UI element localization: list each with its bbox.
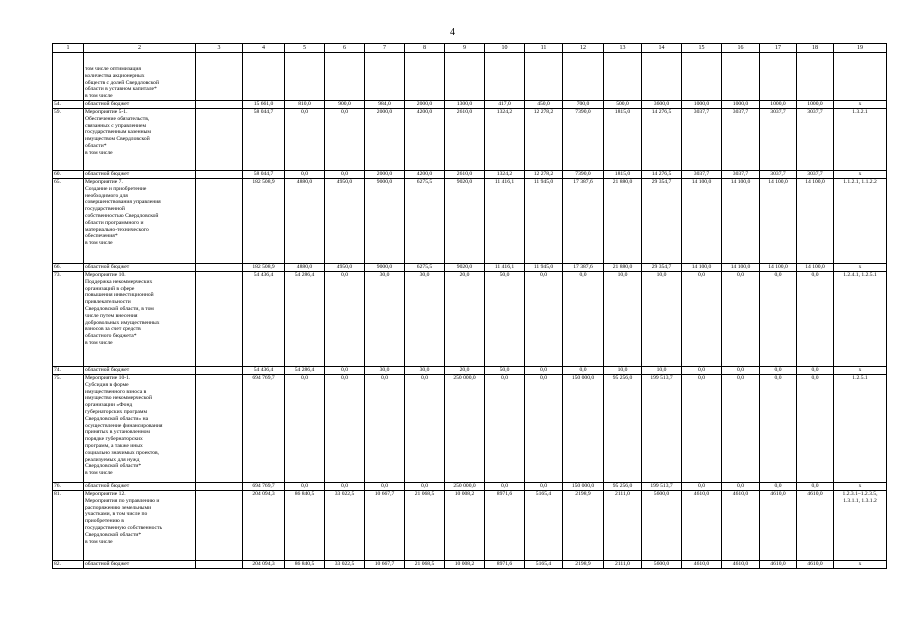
budget-row	[53, 367, 887, 375]
row-number-cell: 73.	[53, 272, 84, 367]
amount-cell: 58 044,7	[243, 171, 285, 179]
description-cell: областной бюджет	[84, 561, 196, 569]
amount-cell: 20,0	[445, 367, 485, 375]
amount-cell: 1000,0	[682, 101, 722, 109]
amount-cell	[196, 179, 243, 264]
amount-cell	[405, 53, 445, 101]
column-number-cell: 4	[243, 44, 285, 53]
amount-cell: 2198,9	[563, 491, 604, 561]
amount-cell: 54 286,4	[285, 272, 325, 367]
amount-cell	[365, 53, 405, 101]
amount-cell: 5165,4	[525, 491, 563, 561]
amount-cell: 95 256,0	[604, 483, 642, 491]
amount-cell: 11 416,1	[485, 264, 525, 272]
column-number-cell: 14	[642, 44, 682, 53]
amount-cell: 3037,7	[797, 109, 834, 171]
amount-cell: 150 000,0	[563, 375, 604, 483]
amount-cell: 29 354,7	[642, 264, 682, 272]
amount-cell	[196, 375, 243, 483]
amount-cell: 4610,0	[760, 491, 797, 561]
amount-cell: 0,0	[722, 483, 760, 491]
amount-cell: 5165,4	[525, 561, 563, 569]
amount-cell: 2111,0	[604, 491, 642, 561]
amount-cell: 0,0	[682, 483, 722, 491]
amount-cell: 0,0	[485, 375, 525, 483]
amount-cell: 30,0	[405, 272, 445, 367]
description-cell: Мероприятие 7. Создание и приобретение необходимого для совершенствования управления государственной собственностью Свердловской области программного и материально-технического обеспечения* в том числе	[84, 179, 196, 264]
target-ref-cell: x	[834, 367, 887, 375]
description-cell: Мероприятие 5-1. Обеспечение обязательств, связанных с управлением государственным казенным имуществом Свердловской области* в том числе	[84, 109, 196, 171]
amount-cell: 810,0	[285, 101, 325, 109]
target-ref-cell: x	[834, 101, 887, 109]
amount-cell: 54 436,4	[243, 367, 285, 375]
column-number-cell: 19	[834, 44, 887, 53]
amount-cell: 0,0	[365, 483, 405, 491]
column-number-cell: 7	[365, 44, 405, 53]
amount-cell: 17 387,6	[563, 264, 604, 272]
amount-cell: 0,0	[405, 483, 445, 491]
amount-cell: 0,0	[563, 272, 604, 367]
amount-cell: 9000,0	[365, 264, 405, 272]
amount-cell: 86 840,5	[285, 561, 325, 569]
amount-cell: 10 008,2	[445, 491, 485, 561]
amount-cell: 14 276,5	[642, 109, 682, 171]
amount-cell: 8971,6	[485, 561, 525, 569]
amount-cell: 54 436,4	[243, 272, 285, 367]
amount-cell: 11 416,1	[485, 179, 525, 264]
amount-cell: 0,0	[525, 375, 563, 483]
description-cell: областной бюджет	[84, 171, 196, 179]
amount-cell: 14 100,0	[760, 264, 797, 272]
amount-cell: 1324,2	[485, 109, 525, 171]
amount-cell: 0,0	[405, 375, 445, 483]
amount-cell: 14 100,0	[760, 179, 797, 264]
row-number-cell	[53, 53, 84, 101]
amount-cell: 1815,0	[604, 171, 642, 179]
budget-row	[53, 264, 887, 272]
amount-cell: 21 068,5	[405, 561, 445, 569]
row-number-cell: 59.	[53, 109, 84, 171]
amount-cell: 4610,0	[797, 561, 834, 569]
column-number-cell: 10	[485, 44, 525, 53]
amount-cell	[285, 53, 325, 101]
amount-cell: 10,0	[642, 272, 682, 367]
amount-cell: 1324,2	[485, 171, 525, 179]
target-ref-cell: 1.3.2.1	[834, 109, 887, 171]
amount-cell: 0,0	[285, 109, 325, 171]
column-number-cell: 8	[405, 44, 445, 53]
amount-cell: 50,0	[485, 367, 525, 375]
amount-cell: 4610,0	[722, 491, 760, 561]
amount-cell: 0,0	[722, 272, 760, 367]
target-ref-cell: x	[834, 171, 887, 179]
amount-cell	[722, 53, 760, 101]
budget-row	[53, 101, 887, 109]
amount-cell: 2000,0	[365, 109, 405, 171]
amount-cell: 10 008,2	[445, 561, 485, 569]
target-ref-cell: x	[834, 264, 887, 272]
amount-cell: 1000,0	[722, 101, 760, 109]
budget-row	[53, 561, 887, 569]
amount-cell: 12 278,2	[525, 171, 563, 179]
amount-cell: 0,0	[525, 367, 563, 375]
amount-cell: 700,0	[563, 101, 604, 109]
amount-cell: 0,0	[485, 483, 525, 491]
amount-cell: 17 387,6	[563, 179, 604, 264]
amount-cell: 95 256,0	[604, 375, 642, 483]
amount-cell: 1815,0	[604, 109, 642, 171]
amount-cell	[196, 171, 243, 179]
amount-cell: 3037,7	[682, 171, 722, 179]
amount-cell: 11 945,0	[525, 179, 563, 264]
amount-cell: 0,0	[722, 375, 760, 483]
amount-cell: 14 276,5	[642, 171, 682, 179]
amount-cell: 0,0	[325, 483, 365, 491]
amount-cell: 3037,7	[797, 171, 834, 179]
amount-cell: 33 022,5	[325, 491, 365, 561]
amount-cell: 0,0	[563, 367, 604, 375]
amount-cell: 1000,0	[760, 101, 797, 109]
description-cell: областной бюджет	[84, 101, 196, 109]
amount-cell: 14 100,0	[682, 179, 722, 264]
amount-cell: 14 100,0	[682, 264, 722, 272]
amount-cell	[604, 53, 642, 101]
amount-cell: 694 769,7	[243, 483, 285, 491]
amount-cell: 4880,0	[285, 264, 325, 272]
amount-cell: 0,0	[682, 272, 722, 367]
amount-cell: 7390,0	[563, 109, 604, 171]
amount-cell: 1000,0	[797, 101, 834, 109]
amount-cell: 1300,0	[445, 101, 485, 109]
amount-cell: 2000,0	[365, 171, 405, 179]
amount-cell: 30,0	[405, 367, 445, 375]
amount-cell: 694 769,7	[243, 375, 285, 483]
amount-cell: 10,0	[642, 367, 682, 375]
row-number-cell: 81.	[53, 491, 84, 561]
amount-cell: 4950,0	[325, 179, 365, 264]
amount-cell: 0,0	[760, 367, 797, 375]
target-ref-cell: x	[834, 483, 887, 491]
amount-cell: 182 508,9	[243, 179, 285, 264]
amount-cell: 21 880,0	[604, 179, 642, 264]
amount-cell: 0,0	[325, 272, 365, 367]
column-number-cell: 15	[682, 44, 722, 53]
column-number-cell: 12	[563, 44, 604, 53]
activity-row	[53, 179, 887, 264]
column-number-cell: 3	[196, 44, 243, 53]
budget-row	[53, 53, 887, 101]
amount-cell: 11 945,0	[525, 264, 563, 272]
amount-cell: 250 000,0	[445, 375, 485, 483]
amount-cell: 900,0	[325, 101, 365, 109]
amount-cell: 0,0	[760, 375, 797, 483]
amount-cell: 9020,0	[445, 179, 485, 264]
amount-cell: 29 354,7	[642, 179, 682, 264]
activity-row	[53, 375, 887, 483]
description-cell: Мероприятие 10-1. Субсидия в форме имущественного взноса в имущество некоммерческой организации «Фонд губернаторских программ Свердловской области» на осуществление финансирования принятых в установленном порядке губернаторских программ, а также иных социально значимых проектов, реализуемых для нужд Свердловской области* в том числе	[84, 375, 196, 483]
row-number-cell: 54.	[53, 101, 84, 109]
amount-cell: 10 667,7	[365, 491, 405, 561]
amount-cell	[196, 561, 243, 569]
amount-cell	[760, 53, 797, 101]
amount-cell: 450,0	[525, 101, 563, 109]
column-number-cell: 1	[53, 44, 84, 53]
amount-cell: 20,0	[445, 272, 485, 367]
amount-cell: 2198,9	[563, 561, 604, 569]
row-number-cell: 82.	[53, 561, 84, 569]
amount-cell: 0,0	[722, 367, 760, 375]
amount-cell: 4200,0	[405, 109, 445, 171]
amount-cell: 250 000,0	[445, 483, 485, 491]
amount-cell: 4610,0	[682, 491, 722, 561]
amount-cell: 4610,0	[682, 561, 722, 569]
amount-cell: 0,0	[325, 171, 365, 179]
amount-cell: 0,0	[325, 367, 365, 375]
activity-row	[53, 491, 887, 561]
amount-cell: 8971,6	[485, 491, 525, 561]
column-number-cell: 5	[285, 44, 325, 53]
amount-cell: 4950,0	[325, 264, 365, 272]
amount-cell: 9000,0	[365, 179, 405, 264]
amount-cell: 0,0	[525, 483, 563, 491]
amount-cell: 30,0	[365, 367, 405, 375]
amount-cell: 3037,7	[760, 171, 797, 179]
column-number-cell: 17	[760, 44, 797, 53]
budget-table	[52, 43, 887, 569]
amount-cell	[325, 53, 365, 101]
amount-cell	[196, 272, 243, 367]
amount-cell: 3037,7	[722, 171, 760, 179]
column-number-cell: 6	[325, 44, 365, 53]
amount-cell: 150 000,0	[563, 483, 604, 491]
amount-cell: 0,0	[325, 375, 365, 483]
description-cell: Мероприятие 10. Поддержка некоммерческих организаций в сфере повышения инвестиционной привлекательности Свердловской области, в том числе путем внесения добровольных имущественных взносов за счет средств областного бюджета* в том числе	[84, 272, 196, 367]
column-number-cell: 16	[722, 44, 760, 53]
description-cell: областной бюджет	[84, 367, 196, 375]
amount-cell: 0,0	[797, 272, 834, 367]
amount-cell: 4610,0	[722, 561, 760, 569]
amount-cell: 0,0	[285, 171, 325, 179]
amount-cell: 21 068,5	[405, 491, 445, 561]
amount-cell	[243, 53, 285, 101]
budget-row	[53, 171, 887, 179]
amount-cell: 204 094,3	[243, 491, 285, 561]
amount-cell: 86 840,5	[285, 491, 325, 561]
amount-cell: 0,0	[760, 272, 797, 367]
amount-cell: 204 094,3	[243, 561, 285, 569]
amount-cell: 500,0	[604, 101, 642, 109]
amount-cell: 0,0	[285, 375, 325, 483]
amount-cell: 3037,7	[682, 109, 722, 171]
amount-cell: 5600,0	[642, 561, 682, 569]
column-number-cell: 11	[525, 44, 563, 53]
amount-cell	[196, 53, 243, 101]
amount-cell	[485, 53, 525, 101]
column-number-cell: 13	[604, 44, 642, 53]
amount-cell	[196, 483, 243, 491]
amount-cell: 2610,0	[445, 171, 485, 179]
activity-row	[53, 272, 887, 367]
amount-cell: 0,0	[797, 375, 834, 483]
column-number-row	[53, 44, 887, 53]
amount-cell: 199 513,7	[642, 483, 682, 491]
amount-cell: 3037,7	[722, 109, 760, 171]
amount-cell: 4200,0	[405, 171, 445, 179]
page-number: 4	[450, 27, 455, 38]
amount-cell: 54 286,4	[285, 367, 325, 375]
amount-cell: 417,0	[485, 101, 525, 109]
target-ref-cell: 1.2.5.1	[834, 375, 887, 483]
amount-cell: 6275,5	[405, 179, 445, 264]
amount-cell: 10,0	[604, 367, 642, 375]
amount-cell: 4880,0	[285, 179, 325, 264]
amount-cell: 5600,0	[642, 491, 682, 561]
description-cell: областной бюджет	[84, 483, 196, 491]
amount-cell: 3600,0	[642, 101, 682, 109]
amount-cell	[445, 53, 485, 101]
target-ref-cell: 1.2.4.1, 1.2.5.1	[834, 272, 887, 367]
target-ref-cell: 1.1.2.1, 1.1.2.2	[834, 179, 887, 264]
amount-cell	[642, 53, 682, 101]
amount-cell: 0,0	[682, 375, 722, 483]
activity-row	[53, 109, 887, 171]
amount-cell: 2000,0	[405, 101, 445, 109]
row-number-cell: 74.	[53, 367, 84, 375]
amount-cell: 0,0	[682, 367, 722, 375]
amount-cell: 0,0	[365, 375, 405, 483]
amount-cell: 6275,5	[405, 264, 445, 272]
row-number-cell: 66.	[53, 264, 84, 272]
amount-cell	[196, 264, 243, 272]
column-number-cell: 9	[445, 44, 485, 53]
amount-cell: 9020,0	[445, 264, 485, 272]
amount-cell: 0,0	[285, 483, 325, 491]
amount-cell: 21 880,0	[604, 264, 642, 272]
amount-cell	[563, 53, 604, 101]
amount-cell: 2610,0	[445, 109, 485, 171]
description-cell: том числе оптимизация количества акционерных обществ с долей Свердловской области в уставном капитале* в том числе	[84, 53, 196, 101]
description-cell: Мероприятие 12. Мероприятия по управлению и распоряжению земельными участками, в том числе по приобретению в государственную собственность Свердловской области* в том числе	[84, 491, 196, 561]
amount-cell: 12 278,2	[525, 109, 563, 171]
description-cell: областной бюджет	[84, 264, 196, 272]
amount-cell: 0,0	[325, 109, 365, 171]
amount-cell: 4610,0	[760, 561, 797, 569]
target-ref-cell	[834, 53, 887, 101]
column-number-cell: 2	[84, 44, 196, 53]
amount-cell: 7390,0	[563, 171, 604, 179]
target-ref-cell: 1.2.3.1–1.2.3.5, 1.3.1.1, 1.3.1.2	[834, 491, 887, 561]
amount-cell: 10,0	[604, 272, 642, 367]
amount-cell	[196, 367, 243, 375]
amount-cell: 984,0	[365, 101, 405, 109]
amount-cell	[525, 53, 563, 101]
amount-cell	[797, 53, 834, 101]
amount-cell: 182 508,9	[243, 264, 285, 272]
amount-cell: 10 667,7	[365, 561, 405, 569]
amount-cell: 2111,0	[604, 561, 642, 569]
amount-cell: 14 100,0	[722, 264, 760, 272]
amount-cell	[196, 109, 243, 171]
amount-cell: 14 100,0	[722, 179, 760, 264]
row-number-cell: 75.	[53, 375, 84, 483]
amount-cell: 14 100,0	[797, 179, 834, 264]
amount-cell: 0,0	[525, 272, 563, 367]
amount-cell: 15 661,0	[243, 101, 285, 109]
amount-cell: 0,0	[797, 483, 834, 491]
amount-cell	[196, 491, 243, 561]
amount-cell	[682, 53, 722, 101]
amount-cell: 14 100,0	[797, 264, 834, 272]
amount-cell: 33 022,5	[325, 561, 365, 569]
column-number-cell: 18	[797, 44, 834, 53]
target-ref-cell: x	[834, 561, 887, 569]
amount-cell: 30,0	[365, 272, 405, 367]
amount-cell: 50,0	[485, 272, 525, 367]
row-number-cell: 60.	[53, 171, 84, 179]
amount-cell	[196, 101, 243, 109]
row-number-cell: 65.	[53, 179, 84, 264]
amount-cell: 58 044,7	[243, 109, 285, 171]
amount-cell: 4610,0	[797, 491, 834, 561]
amount-cell: 0,0	[797, 367, 834, 375]
budget-row	[53, 483, 887, 491]
amount-cell: 0,0	[760, 483, 797, 491]
row-number-cell: 76.	[53, 483, 84, 491]
amount-cell: 3037,7	[760, 109, 797, 171]
amount-cell: 199 513,7	[642, 375, 682, 483]
